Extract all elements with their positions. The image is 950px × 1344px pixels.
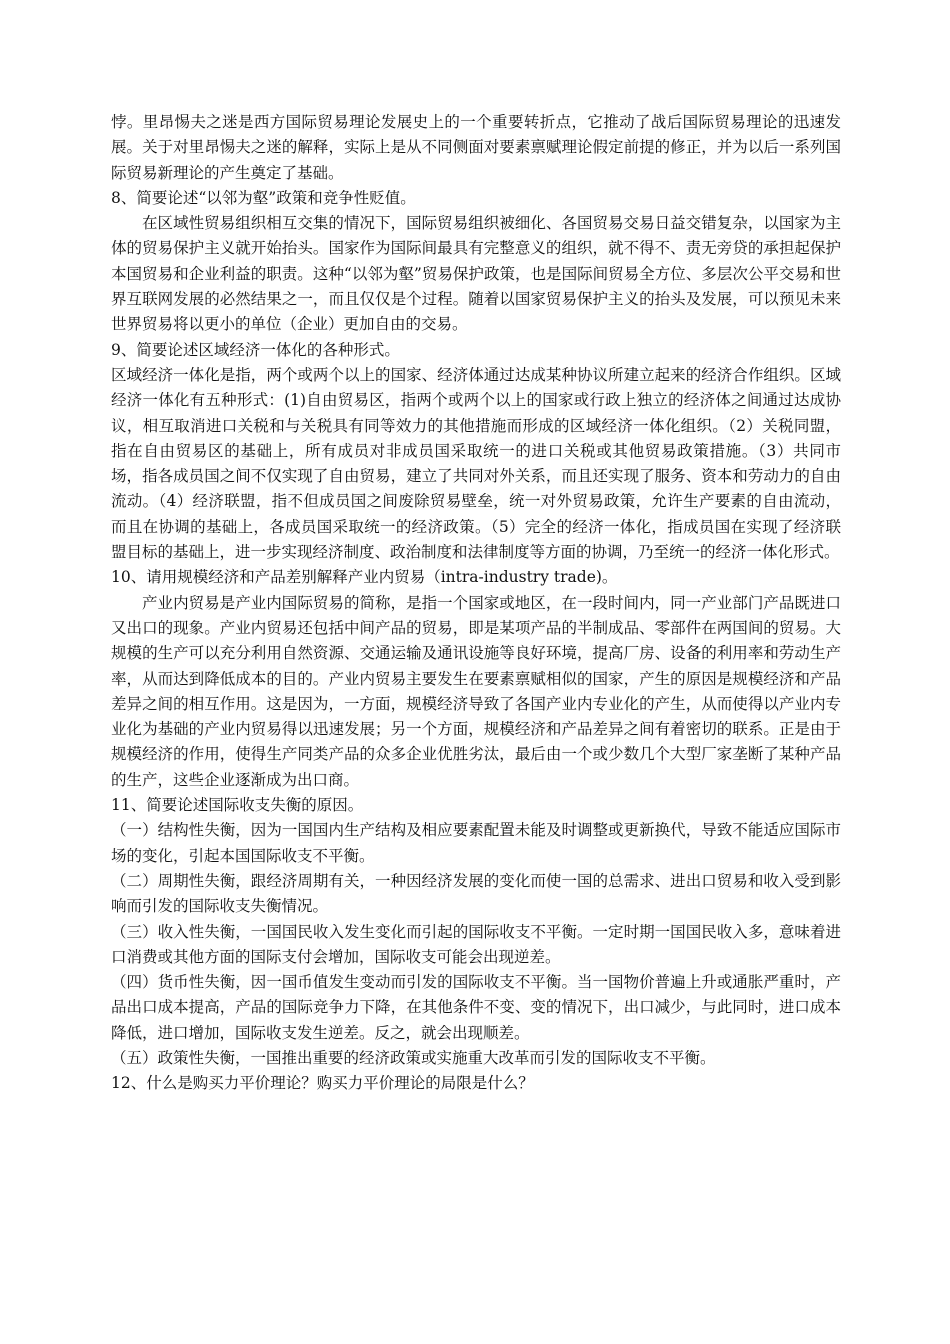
answer-paragraph: 产业内贸易是产业内国际贸易的简称，是指一个国家或地区，在一段时间内，同一产业部门产品既进口又出口的现象。产业内贸易还包括中间产品的贸易，即是某项产品的半制成品、零部件在两国间的贸易。大规模的生产可以充分利用自然资源、交通运输及通讯设施等良好环境，提高厂房、设备的利用率和劳动生产率，从而达到降低成本的目的。产业内贸易主要发生在要素禀赋相似的国家，产生的原因是规模经济和产品差异之间的相互作用。这是因为，一方面，规模经济导致了各国产业内专业化的产生，从而使得以产业内专业化为基础的产业内贸易得以迅速发展；另一个方面，规模经济和产品差异之间有着密切的联系。正是由于规模经济的作用，使得生产同类产品的众多企业优胜劣汰，最后由一个或少数几个大型厂家垄断了某种产品的生产，这些企业逐渐成为出口商。	[111, 593, 841, 789]
answer-paragraph: 在区域性贸易组织相互交集的情况下，国际贸易组织被细化、各国贸易交易日益交错复杂，以国家为主体的贸易保护主义就开始抬头。国家作为国际间最具有完整意义的组织，就不得不、责无旁贷的承担起保护本国贸易和企业利益的职责。这种“以邻为壑”贸易保护政策，也是国际间贸易全方位、多层次公平交易和世界互联网发展的必然结果之一，而且仅仅是个过程。随着以国家贸易保护主义的抬头及发展，可以预见未来世界贸易将以更小的单位（企业）更加自由的交易。	[111, 214, 841, 334]
body-paragraph: 悖。里昂惕夫之迷是西方国际贸易理论发展史上的一个重要转折点，它推动了战后国际贸易理论的迅速发展。关于对里昂惕夫之迷的解释，实际上是从不同侧面对要素禀赋理论假定前提的修正，并为以后一系列国际贸易新理论的产生奠定了基础。	[111, 113, 841, 182]
question-heading: 11、简要论述国际收支失衡的原因。	[111, 796, 364, 815]
list-item: （五）政策性失衡，一国推出重要的经济政策或实施重大改革而引发的国际收支不平衡。	[111, 1048, 716, 1067]
answer-paragraph: 区域经济一体化是指，两个或两个以上的国家、经济体通过达成某种协议所建立起来的经济合作组织。区域经济一体化有五种形式：(1)自由贸易区，指两个或两个以上的国家或行政上独立的经济体之间通过达成协议，相互取消进口关税和与关税具有同等效力的其他措施而形成的区域经济一体化组织。（2）关税同盟，指在自由贸易区的基础上，所有成员对非成员国采取统一的进口关税或其他贸易政策措施。（3）共同市场，指各成员国之间不仅实现了自由贸易，建立了共同对外关系，而且还实现了服务、资本和劳动力的自由流动。（4）经济联盟，指不但成员国之间废除贸易壁垒，统一对外贸易政策，允许生产要素的自由流动，而且在协调的基础上，各成员国采取统一的经济政策。（5）完全的经济一体化，指成员国在实现了经济联盟目标的基础上，进一步实现经济制度、政治制度和法律制度等方面的协调，乃至统一的经济一体化形式。	[111, 365, 841, 562]
list-item: （一）结构性失衡，因为一国国内生产结构及相应要素配置未能及时调整或更新换代，导致不能适应国际市场的变化，引起本国国际收支不平衡。	[111, 821, 841, 865]
list-item: （二）周期性失衡，跟经济周期有关，一种因经济发展的变化而使一国的总需求、进出口贸易和收入受到影响而引发的国际收支失衡情况。	[111, 871, 841, 916]
document-page	[111, 110, 841, 1097]
question-heading: 8、简要论述“以邻为壑”政策和竞争性贬值。	[111, 188, 416, 207]
question-heading: 10、请用规模经济和产品差别解释产业内贸易（intra-industry trade)。	[111, 568, 618, 587]
list-item: （三）收入性失衡，一国国民收入发生变化而引起的国际收支不平衡。一定时期一国国民收入多，意味着进口消费或其他方面的国际支付会增加，国际收支可能会出现逆差。	[111, 922, 841, 966]
question-heading: 12、什么是购买力平价理论？购买力平价理论的局限是什么？	[111, 1074, 534, 1093]
question-heading: 9、简要论述区域经济一体化的各种形式。	[111, 340, 400, 359]
list-item: （四）货币性失衡，因一国币值发生变动而引发的国际收支不平衡。当一国物价普遍上升或通胀严重时，产品出口成本提高，产品的国际竞争力下降，在其他条件不变、变的情况下，出口减少，与此同时，进口成本降低，进口增加，国际收支发生逆差。反之，就会出现顺差。	[111, 973, 841, 1042]
